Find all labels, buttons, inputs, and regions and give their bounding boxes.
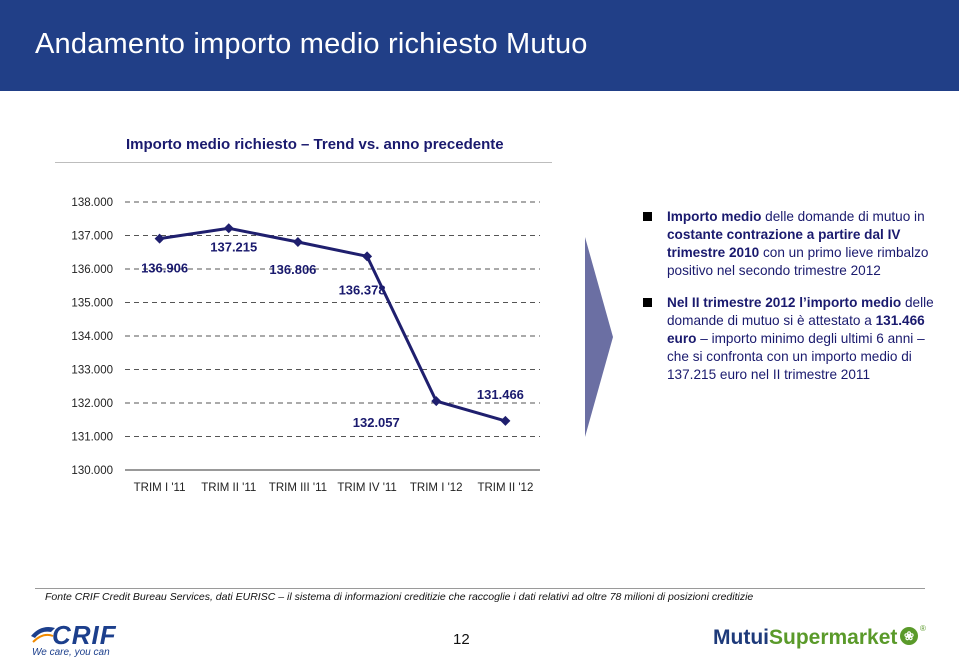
x-tick-label: TRIM II '12 bbox=[477, 482, 534, 494]
footer-divider bbox=[35, 588, 925, 589]
source-note: Fonte CRIF Credit Bureau Services, dati EURISC – il sistema di informazioni creditizie che raccoglie i dati relativi ad oltre 78 milioni di posizioni creditizie bbox=[45, 591, 754, 603]
bullet-list bbox=[643, 208, 943, 398]
data-point-marker bbox=[431, 396, 441, 406]
crif-logo-text: CRIF bbox=[52, 620, 117, 650]
y-tick-label: 130.000 bbox=[71, 465, 113, 477]
bullet-text-1: Importo medio delle domande di mutuo in costante contrazione a partire dal IV trimestre 2010 con un primo lieve rimbalzo positivo nel secondo trimestre 2012 bbox=[667, 209, 929, 278]
y-tick-label: 133.000 bbox=[71, 364, 113, 377]
chart-title: Importo medio richiesto – Trend vs. anno precedente bbox=[126, 136, 504, 153]
data-label: 136.806 bbox=[269, 261, 317, 277]
registered-mark: ® bbox=[920, 624, 926, 633]
x-tick-label: TRIM III '11 bbox=[268, 482, 328, 494]
data-point-marker bbox=[362, 251, 372, 261]
page-number: 12 bbox=[453, 631, 470, 648]
page-title: Andamento importo medio richiesto Mutuo bbox=[35, 28, 588, 60]
data-label: 136.378 bbox=[338, 282, 386, 298]
right-arrow-icon bbox=[583, 237, 615, 437]
data-label: 131.466 bbox=[476, 386, 524, 402]
data-point-marker bbox=[500, 416, 510, 426]
data-label: 132.057 bbox=[352, 415, 400, 431]
data-label: 137.215 bbox=[210, 239, 258, 255]
x-tick-label: TRIM I '12 bbox=[409, 482, 463, 494]
bullet-square-icon bbox=[643, 298, 652, 307]
bullet-text-2: Nel II trimestre 2012 l’importo medio delle domande di mutuo si è attestato a 131.466 euro – importo minimo degli ultimi 6 anni – che si confronta con un importo medio di 137.215 euro nel II trimestre 2011 bbox=[667, 295, 934, 382]
bullet-square-icon bbox=[643, 212, 652, 221]
title-bar bbox=[0, 0, 959, 91]
y-tick-label: 136.000 bbox=[71, 264, 113, 276]
y-tick-label: 131.000 bbox=[71, 431, 113, 444]
y-tick-label: 137.000 bbox=[71, 230, 113, 243]
title-divider bbox=[55, 162, 552, 163]
mutuisupermarket-logo: MutuiSupermarket bbox=[713, 626, 898, 649]
y-tick-label: 134.000 bbox=[71, 331, 113, 343]
x-tick-label: TRIM IV '11 bbox=[337, 482, 397, 494]
x-tick-label: TRIM II '11 bbox=[201, 482, 257, 494]
x-tick-label: TRIM I '11 bbox=[133, 482, 186, 494]
bullet-item-2 bbox=[643, 294, 943, 384]
data-point-marker bbox=[224, 223, 234, 233]
series-line bbox=[160, 228, 506, 421]
line-chart bbox=[0, 190, 570, 510]
data-point-marker bbox=[293, 237, 303, 247]
y-tick-label: 138.000 bbox=[71, 197, 113, 209]
leaf-icon: ❀ bbox=[900, 627, 918, 645]
y-tick-label: 132.000 bbox=[71, 398, 113, 410]
data-label: 136.906 bbox=[141, 260, 189, 276]
bullet-item-1 bbox=[643, 208, 943, 280]
y-tick-label: 135.000 bbox=[71, 297, 113, 310]
crif-tagline: We care, you can bbox=[32, 647, 110, 658]
